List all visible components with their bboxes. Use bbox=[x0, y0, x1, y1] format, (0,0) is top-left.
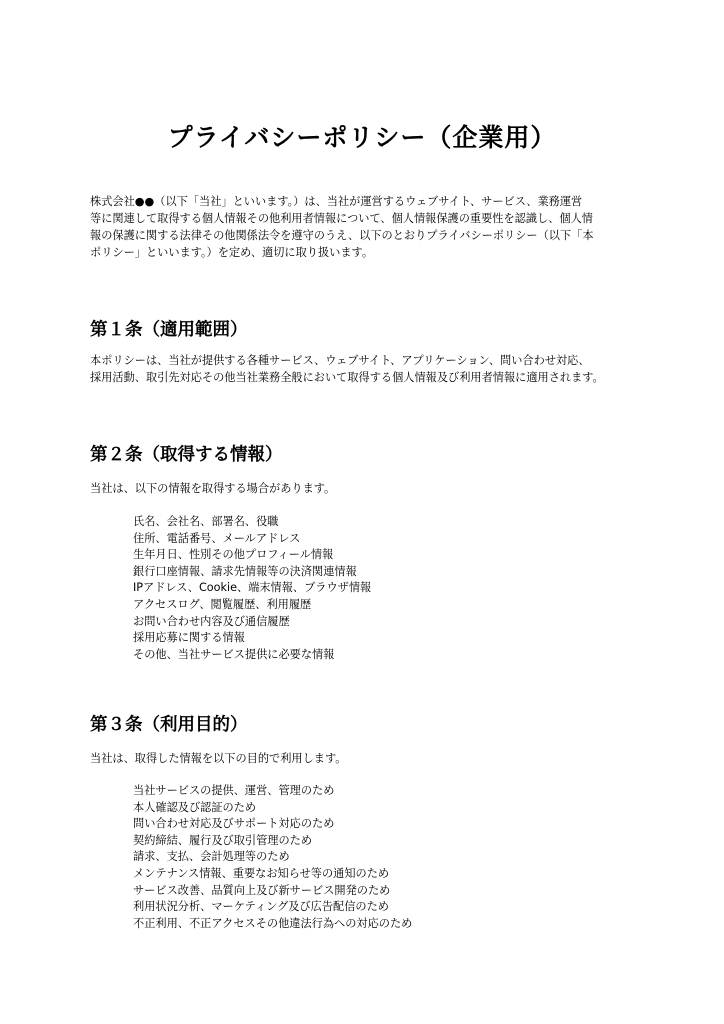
list-item: 問い合わせ対応及びサポート対応のため bbox=[133, 817, 335, 831]
article-3-heading: 第３条（利用目的） bbox=[90, 715, 248, 735]
article-2-heading: 第２条（取得する情報） bbox=[90, 445, 283, 465]
list-item: 生年月日、性別その他プロフィール情報 bbox=[133, 548, 334, 562]
article-1-line: 採用活動、取引先対応その他当社業務全般において取得する個人情報及び利用者情報に適用されます。 bbox=[90, 371, 604, 384]
list-item: 銀行口座情報、請求先情報等の決済関連情報 bbox=[133, 564, 357, 578]
list-item: 不正利用、不正アクセスその他違法行為への対応のため bbox=[133, 916, 413, 930]
list-item: サービス改善、品質向上及び新サービス開発のため bbox=[133, 883, 391, 897]
list-item: IPアドレス、Cookie、端末情報、ブラウザ情報 bbox=[133, 581, 372, 595]
intro-line: 株式会社●●（以下「当社」といいます。）は、当社が運営するウェブサイト、サービス、業務運営 bbox=[90, 195, 583, 208]
list-item: 契約締結、履行及び取引管理のため bbox=[133, 833, 313, 847]
list-item: アクセスログ、閲覧履歴、利用履歴 bbox=[133, 597, 312, 611]
page-title: プライバシーポリシー（企業用） bbox=[167, 123, 557, 152]
list-item: 本人確認及び認証のため bbox=[133, 800, 257, 814]
article-2-item-list bbox=[133, 514, 371, 663]
article-3-lead bbox=[90, 750, 645, 767]
intro-paragraph bbox=[90, 193, 645, 261]
article-1-heading: 第１条（適用範囲） bbox=[90, 320, 248, 340]
intro-line: ポリシー」といいます。）を定め、適切に取り扱います。 bbox=[90, 246, 374, 259]
list-item: メンテナンス情報、重要なお知らせ等の通知のため bbox=[133, 866, 390, 880]
article-1-line: 本ポリシーは、当社が提供する各種サービス、ウェブサイト、アプリケーション、問い合わせ対応、 bbox=[90, 354, 590, 367]
article-3-item-list bbox=[133, 783, 412, 932]
list-item: お問い合わせ内容及び通信履歴 bbox=[133, 614, 290, 628]
article-2-lead bbox=[90, 480, 645, 497]
article-3-lead-text: 当社は、取得した情報を以下の目的で利用します。 bbox=[90, 752, 347, 765]
article-2-lead-text: 当社は、以下の情報を取得する場合があります。 bbox=[90, 482, 336, 495]
list-item: 当社サービスの提供、運営、管理のため bbox=[133, 784, 335, 797]
list-item: 住所、電話番号、メールアドレス bbox=[133, 531, 301, 545]
intro-line: 等に関連して取得する個人情報その他利用者情報について、個人情報保護の重要性を認識し、個人情 bbox=[90, 212, 593, 225]
list-item: 氏名、会社名、部署名、役職 bbox=[133, 515, 279, 528]
intro-line: 報の保護に関する法律その他関係法令を遵守のうえ、以下のとおりプライバシーポリシー（以下「本 bbox=[90, 229, 594, 242]
list-item: その他、当社サービス提供に必要な情報 bbox=[133, 647, 335, 661]
list-item: 利用状況分析、マーケティング及び広告配信のため bbox=[133, 900, 389, 914]
list-item: 採用応募に関する情報 bbox=[133, 631, 245, 645]
article-1-body bbox=[90, 352, 645, 386]
list-item: 請求、支払、会計処理等のため bbox=[133, 850, 290, 864]
